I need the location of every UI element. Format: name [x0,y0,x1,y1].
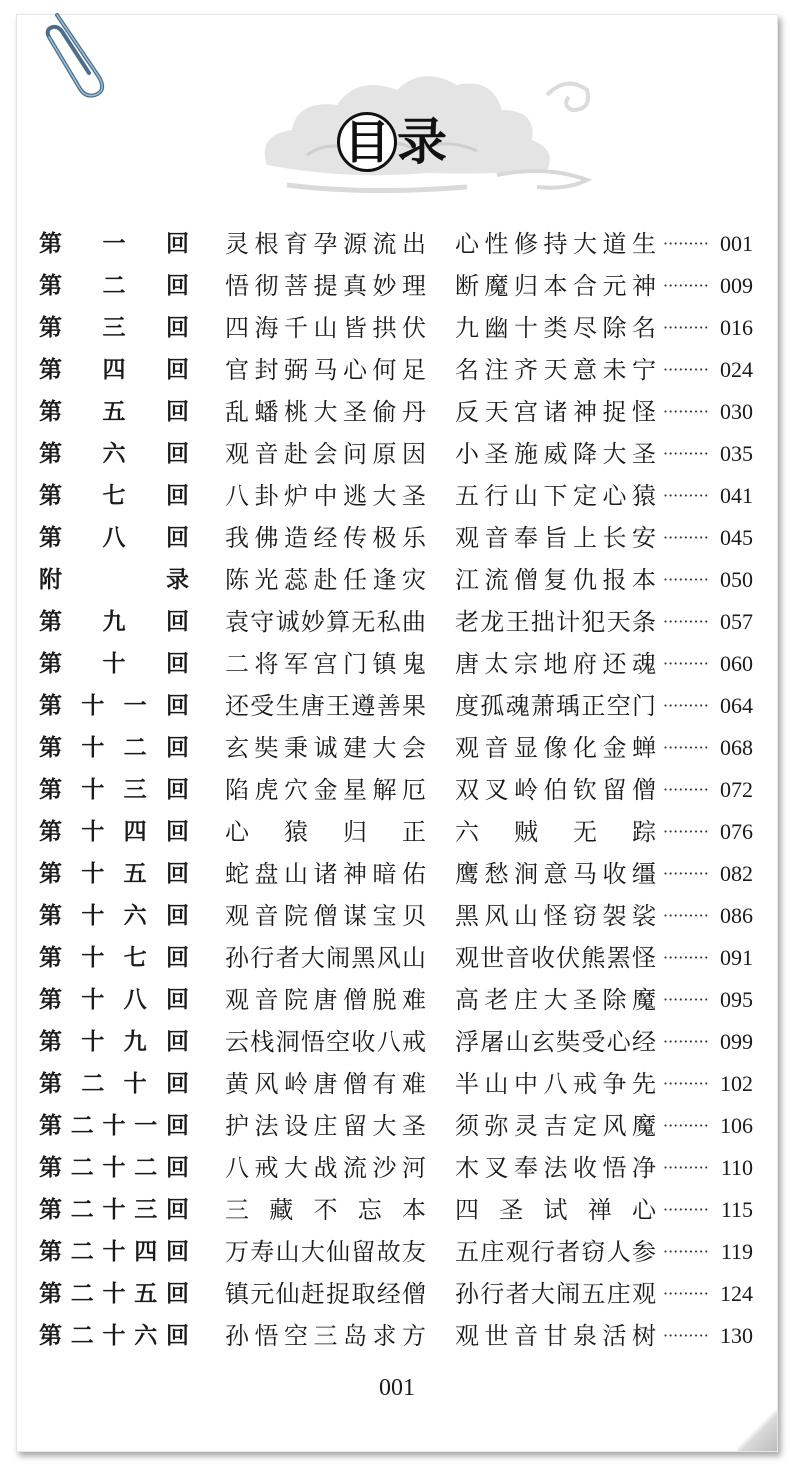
toc-row[interactable] [17,853,777,895]
chapter-char: 回 [166,441,189,467]
chapter-label [39,1315,189,1357]
toc-page-number: 041 [720,483,753,508]
toc-page-number: 095 [720,987,753,1012]
leader-dots: ········· [663,444,709,463]
leader-dots: ········· [663,528,709,547]
toc-page-number: 082 [720,861,753,886]
chapter-char: 第 [39,1197,62,1223]
chapter-title-line1: 灵根育孕源流出 [225,230,427,258]
chapter-char: 一 [102,231,126,257]
toc-page-number: 076 [720,819,753,844]
chapter-char: 二 [70,1323,94,1349]
chapter-char: 第 [39,735,62,761]
chapter-char: 十 [81,987,105,1013]
toc-page-number: 060 [720,651,753,676]
chapter-char: 第 [39,315,62,341]
chapter-title-line2: 老龙王拙计犯天条 [455,608,657,636]
chapter-char: 附 [39,567,62,593]
chapter-title-line2: 反天宫诸神捉怪 [455,398,657,426]
chapter-title-line2: 观音奉旨上长安 [455,524,657,552]
toc-row[interactable] [17,1315,777,1357]
chapter-label [39,307,189,349]
chapter-title-line2: 名注齐天意未宁 [455,356,657,384]
leader-dots: ········· [663,1074,709,1093]
chapter-label [39,265,189,307]
leader-dots: ········· [663,1242,709,1261]
chapter-title-line2: 五行山下定心猿 [455,482,657,510]
chapter-title-line1: 观音院僧谋宝贝 [225,902,427,930]
leader-dots: ········· [663,948,709,967]
chapter-char: 第 [39,1239,62,1265]
toc-page-number: 086 [720,903,753,928]
chapter-title-line1: 观音院唐僧脱难 [225,986,427,1014]
chapter-label [39,727,189,769]
leader-dots: ········· [663,1200,709,1219]
chapter-char: 十 [81,777,105,803]
toc-row[interactable] [17,475,777,517]
chapter-label [39,475,189,517]
chapter-char: 六 [123,903,147,929]
chapter-char: 三 [102,315,126,341]
chapter-char: 回 [165,735,189,761]
chapter-char: 四 [102,357,126,383]
chapter-title-line2: 黑风山怪窃袈裟 [455,902,657,930]
chapter-label [39,1189,189,1231]
chapter-char: 十 [102,1281,126,1307]
chapter-char: 十 [81,1029,105,1055]
chapter-title-line2: 江流僧复仇报本 [455,566,657,594]
toc-page-number: 102 [720,1071,753,1096]
chapter-label [39,769,189,811]
chapter-char: 七 [123,945,147,971]
chapter-char: 第 [39,273,62,299]
leader-dots: ········· [663,402,709,421]
chapter-char: 第 [39,819,62,845]
toc-page-number: 064 [720,693,753,718]
chapter-char: 十 [102,651,126,677]
page-title [337,107,447,177]
chapter-label [39,391,189,433]
chapter-char: 十 [123,1071,147,1097]
chapter-char: 回 [166,1155,189,1181]
chapter-title-line2: 鹰愁涧意马收缰 [455,860,657,888]
chapter-char: 第 [39,777,62,803]
toc-header [17,55,777,205]
toc-page-number: 110 [720,1155,753,1180]
chapter-title-line1: 黄风岭唐僧有难 [225,1070,427,1098]
chapter-char: 十 [81,819,105,845]
toc-row[interactable] [17,223,777,265]
chapter-char: 回 [165,945,189,971]
chapter-char: 十 [102,1239,126,1265]
toc-page-number: 009 [720,273,753,298]
chapter-label [39,937,189,979]
toc-row[interactable] [17,811,777,853]
chapter-title-line1: 陈光蕊赴任逢灾 [225,566,427,594]
chapter-char: 回 [166,315,189,341]
toc-row[interactable] [17,769,777,811]
toc-row[interactable] [17,265,777,307]
chapter-title-line1: 悟彻菩提真妙理 [225,272,427,300]
chapter-char: 一 [123,693,147,719]
toc-row[interactable] [17,517,777,559]
chapter-title-line1: 官封弼马心何足 [225,356,427,384]
chapter-title-line2: 高老庄大圣除魔 [455,986,657,1014]
toc-page-number: 045 [720,525,753,550]
chapter-char: 第 [39,1323,62,1349]
toc-page-number: 115 [720,1197,753,1222]
toc-page-number: 119 [720,1239,753,1264]
chapter-title-line2: 双叉岭伯钦留僧 [455,776,657,804]
leader-dots: ········· [663,1326,709,1345]
chapter-char: 二 [70,1281,94,1307]
chapter-title-line1: 八戒大战流沙河 [225,1154,427,1182]
chapter-char: 二 [81,1071,105,1097]
chapter-char: 二 [70,1197,94,1223]
chapter-title-line1: 孙悟空三岛求方 [225,1322,427,1350]
chapter-title-line1: 乱蟠桃大圣偷丹 [225,398,427,426]
chapter-title-line1: 心猿归正 [225,818,427,846]
chapter-label [39,349,189,391]
chapter-char: 回 [165,861,189,887]
leader-dots: ········· [663,234,709,253]
chapter-char: 二 [102,273,126,299]
chapter-char: 回 [166,483,189,509]
chapter-title-line1: 我佛造经传极乐 [225,524,427,552]
chapter-char: 十 [81,945,105,971]
leader-dots: ········· [663,738,709,757]
chapter-label [39,433,189,475]
chapter-char: 十 [81,861,105,887]
chapter-char: 三 [123,777,147,803]
chapter-char: 第 [39,903,62,929]
chapter-char: 十 [102,1323,126,1349]
chapter-title-line1: 云栈洞悟空收八戒 [225,1028,427,1056]
leader-dots: ········· [663,780,709,799]
chapter-char: 第 [39,609,62,635]
toc-row[interactable] [17,937,777,979]
chapter-title-line2: 浮屠山玄奘受心经 [455,1028,657,1056]
chapter-title-line2: 观世音收伏熊罴怪 [455,944,657,972]
toc-page-number: 050 [720,567,753,592]
chapter-char: 四 [123,819,147,845]
chapter-char: 第 [39,1155,62,1181]
toc-page-number: 091 [720,945,753,970]
chapter-label [39,1147,189,1189]
toc-page-number: 124 [720,1281,753,1306]
chapter-char: 第 [39,1071,62,1097]
chapter-title-line1: 八卦炉中逃大圣 [225,482,427,510]
toc-row[interactable] [17,895,777,937]
chapter-label [39,979,189,1021]
toc-row[interactable] [17,727,777,769]
chapter-char: 五 [134,1281,158,1307]
toc-row[interactable] [17,1273,777,1315]
chapter-char: 五 [102,399,126,425]
toc-row[interactable] [17,1021,777,1063]
chapter-char: 回 [165,903,189,929]
chapter-char: 第 [39,525,62,551]
chapter-label [39,1231,189,1273]
chapter-title-line2: 心性修持大道生 [455,230,657,258]
leader-dots: ········· [663,486,709,505]
chapter-char: 八 [123,987,147,1013]
chapter-char: 回 [166,1197,189,1223]
chapter-char: 回 [166,651,189,677]
chapter-title-line1: 袁守诚妙算无私曲 [225,608,427,636]
chapter-char: 七 [102,483,126,509]
chapter-title-line1: 万寿山大仙留故友 [225,1238,427,1266]
chapter-char: 录 [166,567,189,593]
chapter-title-line1: 玄奘秉诚建大会 [225,734,427,762]
chapter-label [39,1105,189,1147]
chapter-char: 回 [166,1281,189,1307]
chapter-char: 回 [166,1113,189,1139]
toc-page-number: 072 [720,777,753,802]
chapter-label [39,223,189,265]
chapter-title-line1: 还受生唐王遵善果 [225,692,427,720]
chapter-title-line2: 孙行者大闹五庄观 [455,1280,657,1308]
toc-page-number: 001 [720,231,753,256]
chapter-title-line2: 小圣施威降大圣 [455,440,657,468]
chapter-title-line1: 镇元仙赶捉取经僧 [225,1280,427,1308]
chapter-char: 十 [81,735,105,761]
chapter-title-line1: 三藏不忘本 [225,1196,427,1224]
chapter-title-line1: 二将军宫门镇鬼 [225,650,427,678]
chapter-char: 五 [123,861,147,887]
chapter-title-line2: 断魔归本合元神 [455,272,657,300]
title-char-lu: 录 [397,112,447,171]
chapter-title-line2: 六贼无踪 [455,818,657,846]
toc-row[interactable] [17,601,777,643]
toc-page-number: 068 [720,735,753,760]
toc-row[interactable] [17,349,777,391]
leader-dots: ········· [663,612,709,631]
chapter-title-line1: 观音赴会问原因 [225,440,427,468]
chapter-title-line2: 五庄观行者窃人参 [455,1238,657,1266]
leader-dots: ········· [663,1284,709,1303]
toc-page [16,14,778,1452]
chapter-char: 回 [166,357,189,383]
chapter-title-line2: 九幽十类尽除名 [455,314,657,342]
chapter-char: 十 [81,903,105,929]
chapter-label [39,1063,189,1105]
toc-row[interactable] [17,559,777,601]
chapter-char: 回 [165,1071,189,1097]
toc-row[interactable] [17,643,777,685]
toc-page-number: 035 [720,441,753,466]
chapter-char: 九 [123,1029,147,1055]
chapter-label [39,1273,189,1315]
chapter-title-line2: 木叉奉法收悟净 [455,1154,657,1182]
chapter-label [39,559,189,601]
chapter-char: 二 [134,1155,158,1181]
chapter-title-line2: 四圣试禅心 [455,1196,657,1224]
chapter-char: 二 [123,735,147,761]
toc-row[interactable] [17,1105,777,1147]
chapter-char: 三 [134,1197,158,1223]
chapter-title-line2: 度孤魂萧瑀正空门 [455,692,657,720]
chapter-char: 回 [165,777,189,803]
leader-dots: ········· [663,822,709,841]
toc-row[interactable] [17,979,777,1021]
leader-dots: ········· [663,654,709,673]
chapter-char: 回 [166,609,189,635]
chapter-char: 回 [165,693,189,719]
chapter-char: 八 [102,525,126,551]
chapter-char: 四 [134,1239,158,1265]
chapter-char: 回 [166,231,189,257]
chapter-char: 第 [39,441,62,467]
chapter-label [39,643,189,685]
chapter-char: 第 [39,1281,62,1307]
leader-dots: ········· [663,1116,709,1135]
chapter-char: 十 [81,693,105,719]
chapter-char: 六 [134,1323,158,1349]
chapter-title-line1: 陷虎穴金星解厄 [225,776,427,804]
page-number: 001 [379,1375,415,1401]
chapter-char: 回 [165,1029,189,1055]
leader-dots: ········· [663,1158,709,1177]
chapter-char: 第 [39,357,62,383]
leader-dots: ········· [663,360,709,379]
chapter-char: 第 [39,861,62,887]
chapter-char: 第 [39,399,62,425]
chapter-char: 第 [39,483,62,509]
chapter-label [39,853,189,895]
page-curl [737,1411,777,1451]
chapter-char: 第 [39,945,62,971]
toc-row[interactable] [17,307,777,349]
toc-row[interactable] [17,685,777,727]
toc-row[interactable] [17,433,777,475]
leader-dots: ········· [663,696,709,715]
toc-row[interactable] [17,1063,777,1105]
chapter-char: 六 [102,441,126,467]
chapter-title-line2: 须弥灵吉定风魔 [455,1112,657,1140]
toc-page-number: 130 [720,1323,753,1348]
chapter-char: 十 [102,1113,126,1139]
chapter-char: 第 [39,231,62,257]
toc-page-number: 106 [720,1113,753,1138]
chapter-label [39,517,189,559]
chapter-label [39,895,189,937]
leader-dots: ········· [663,864,709,883]
chapter-char: 回 [166,1323,189,1349]
toc-row[interactable] [17,1189,777,1231]
chapter-title-line2: 半山中八戒争先 [455,1070,657,1098]
leader-dots: ········· [663,570,709,589]
chapter-label [39,811,189,853]
chapter-title-line1: 护法设庄留大圣 [225,1112,427,1140]
chapter-title-line2: 观音显像化金蝉 [455,734,657,762]
chapter-char: 十 [102,1197,126,1223]
chapter-char: 第 [39,987,62,1013]
chapter-title-line1: 孙行者大闹黑风山 [225,944,427,972]
chapter-char: 二 [70,1113,94,1139]
toc-page-number: 024 [720,357,753,382]
toc-page-number: 030 [720,399,753,424]
toc-row[interactable] [17,1147,777,1189]
chapter-char: 第 [39,693,62,719]
chapter-char: 一 [134,1113,158,1139]
chapter-char: 第 [39,1029,62,1055]
chapter-char: 回 [166,399,189,425]
chapter-title-line2: 唐太宗地府还魂 [455,650,657,678]
chapter-label [39,685,189,727]
chapter-title-line1: 四海千山皆拱伏 [225,314,427,342]
chapter-char: 回 [165,819,189,845]
toc-page-number: 099 [720,1029,753,1054]
chapter-char: 九 [102,609,126,635]
chapter-char: 回 [166,1239,189,1265]
leader-dots: ········· [663,906,709,925]
toc-row[interactable] [17,1231,777,1273]
leader-dots: ········· [663,990,709,1009]
leader-dots: ········· [663,1032,709,1051]
leader-dots: ········· [663,318,709,337]
chapter-char: 第 [39,1113,62,1139]
table-of-contents [17,223,777,1357]
chapter-title-line2: 观世音甘泉活树 [455,1322,657,1350]
toc-page-number: 057 [720,609,753,634]
chapter-title-line1: 蛇盘山诸神暗佑 [225,860,427,888]
chapter-char: 回 [166,525,189,551]
toc-page-number: 016 [720,315,753,340]
chapter-label [39,1021,189,1063]
chapter-char: 回 [165,987,189,1013]
chapter-char: 第 [39,651,62,677]
title-char-mu: 目 [337,112,397,172]
chapter-char: 二 [70,1155,94,1181]
chapter-char: 十 [102,1155,126,1181]
chapter-char: 回 [166,273,189,299]
chapter-label [39,601,189,643]
leader-dots: ········· [663,276,709,295]
toc-row[interactable] [17,391,777,433]
chapter-char: 二 [70,1239,94,1265]
